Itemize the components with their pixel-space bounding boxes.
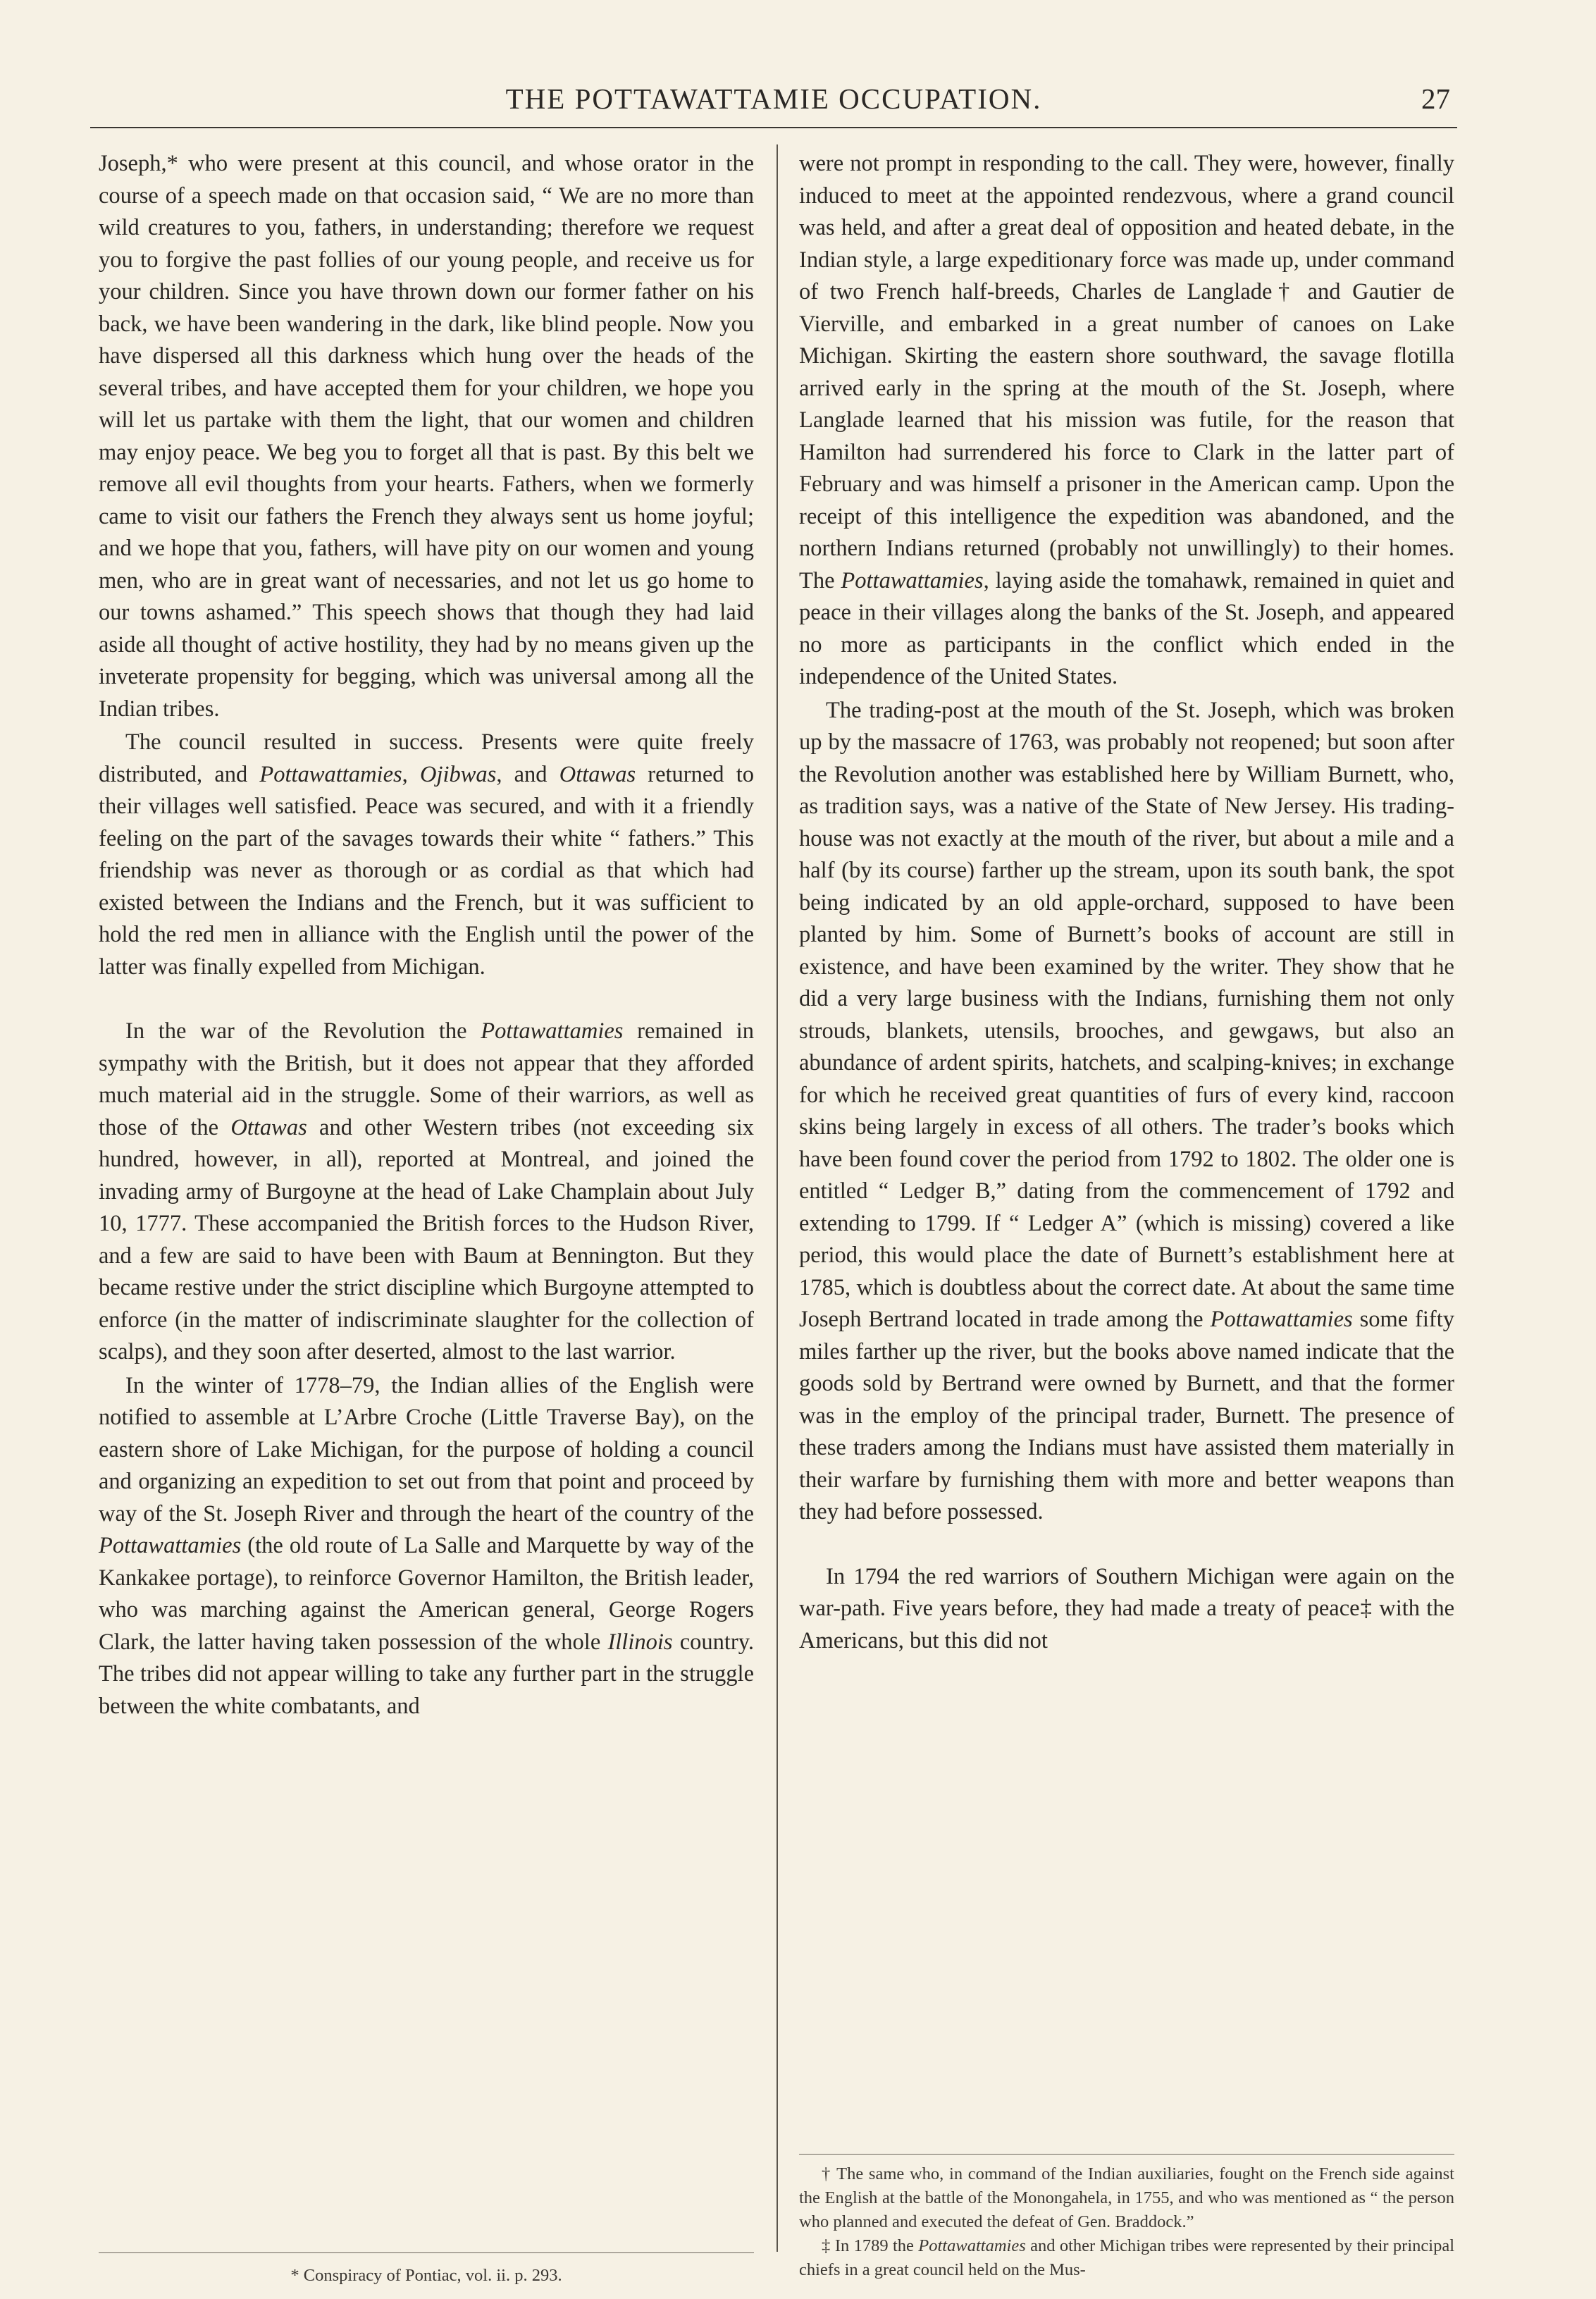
column-divider — [777, 144, 778, 2252]
running-title: THE POTTAWATTAMIE OCCUPATION. — [505, 82, 1042, 115]
paragraph-council-result: The council resulted in success. Presents were quite freely distributed, and Pottawattamies, Ojibwas, and Ottawas returned to their villages well satisfied. Peace was secured, and with it a friendly feeling on the part of the savages towards their white “ fathers.” This friendship was never as thorough or as cordial as that which had existed between the Indians and the French, but it was sufficient to hold the red men in alliance with the English until the power of the latter was finally expelled from Michigan. — [99, 729, 754, 980]
paragraph-winter-1778: In the winter of 1778–79, the Indian allies of the English were notified to assemble at L’Arbre Croche (Little Traverse Bay), on the eastern shore of Lake Michigan, for the purpose of holding a council and organizing an expedition to set out from that point and proceed by way of the St. Joseph River and through the heart of the country of the Pottawattamies (the old route of La Salle and Marquette by way of the Kankakee portage), to reinforce Governor Hamilton, the British leader, who was marching against the American general, George Rogers Clark, the latter having taken possession of the whole Illinois country. The tribes did not appear willing to take any further part in the struggle between the white combatants, and — [99, 1372, 754, 1719]
header-rule — [90, 127, 1457, 128]
left-column — [99, 148, 754, 1722]
footnote-double-dagger: ‡ In 1789 the Pottawattamies and other Michigan tribes were represented by their principal chiefs in a great council held on the Mus- — [799, 2236, 1455, 2279]
footnotes-right — [799, 2162, 1454, 2282]
running-header — [90, 79, 1457, 121]
footnote-star: * Conspiracy of Pontiac, vol. ii. p. 293. — [290, 2266, 562, 2285]
footnote-rule-left — [99, 2252, 754, 2253]
paragraph-trading-post: The trading-post at the mouth of the St. Joseph, which was broken up by the massacre of 1763, was probably not reopened; but soon after the Revolution another was established here by William Burnett, who, as tradition says, was a native of the State of New Jersey. His trading-house was not exactly at the mouth of the river, but about a mile and a half (by its course) farther up the stream, upon its south bank, the spot being indicated by an old apple-orchard, supposed to have been planted by him. Some of Burnett’s books of account are still in existence, and have been examined by the writer. They show that he did a very large business with the Indians, furnishing them not only strouds, blankets, utensils, brooches, and gewgaws, but also an abundance of ardent spirits, hatchets, and scalping-knives; in exchange for which he received great quantities of furs of every kind, raccoon skins being largely in excess of all others. The trader’s books which have been found cover the period from 1792 to 1802. The older one is entitled “ Ledger B,” dating from the commencement of 1792 and extending to 1799. If “ Ledger A” (which is missing) covered a like period, this would place the date of Burnett’s establishment here at 1785, which is doubtless about the correct date. At about the same time Joseph Bertrand located in trade among the Pottawattamies some fifty miles farther up the river, but the books above named indicate that the goods sold by Bertrand were owned by Burnett, and that the former was in the employ of the principal trader, Burnett. The presence of these traders among the Indians must have assisted them materially in their warfare by furnishing them with more and better weapons than they had before possessed. — [799, 697, 1454, 1524]
footnote-dagger: † The same who, in command of the Indian auxiliaries, fought on the French side against the English at the battle of the Monongahela, in 1755, and who was mentioned as “ the person who planned and executed the defeat of Gen. Braddock.” — [799, 2164, 1454, 2231]
right-column — [799, 148, 1454, 1657]
page-number: 27 — [1421, 82, 1450, 115]
paragraph-speech: Joseph,* who were present at this council, and whose orator in the course of a speech made on that occasion said, “ We are no more than wild creatures to you, fathers, in understanding; therefore we request you to forgive the past follies of our young people, and receive us for your children. Since you have thrown down our former father on his back, we have been wandering in the dark, like blind people. Now you have dispersed all this darkness which hung over the heads of the several tribes, and have accepted them for your children, we hope you will let us partake with them the light, that our women and children may enjoy peace. We beg you to forget all that is past. By this belt we remove all evil thoughts from your hearts. Fathers, when we formerly came to visit our fathers the French they always sent us home joyful; and we hope that you, fathers, will have pity on our women and young men, who are in great want of necessaries, and not let us go home to our towns ashamed.” This speech shows that though they had laid aside all thought of active hostility, they had by no means given up the inveterate propensity for begging, which was universal among all the Indian tribes. — [99, 151, 754, 722]
paragraph-expedition: were not prompt in responding to the call. They were, however, finally induced to meet at the appointed rendezvous, where a grand council was held, and after a great deal of opposition and heated debate, in the Indian style, a large expeditionary force was made up, under command of two French half-breeds, Charles de Langlade† and Gautier de Vierville, and embarked in a great number of canoes on Lake Michigan. Skirting the eastern shore southward, the savage flotilla arrived early in the spring at the mouth of the St. Joseph, where Langlade learned that his mission was futile, for the reason that Hamilton had surrendered his force to Clark in the latter part of February and was himself a prisoner in the American camp. Upon the receipt of this intelligence the expedition was abandoned, and the northern Indians returned (probably not unwillingly) to their homes. The Pottawattamies, laying aside the tomahawk, remained in quiet and peace in their villages along the banks of the St. Joseph, and appeared no more as participants in the conflict which ended in the independence of the United States. — [799, 151, 1454, 689]
footnote-rule-right — [799, 2154, 1454, 2155]
paragraph-revolution: In the war of the Revolution the Pottawattamies remained in sympathy with the British, but it does not appear that they afforded much material aid in the struggle. Some of their warriors, as well as those of the Ottawas and other Western tribes (not exceeding six hundred, however, in all), reported at Montreal, and joined the invading army of Burgoyne at the head of Lake Champlain about July 10, 1777. These accompanied the British forces to the Hudson River, and a few are said to have been with Baum at Bennington. But they became restive under the strict discipline which Burgoyne attempted to enforce (in the matter of indiscriminate slaughter for the collection of scalps), and they soon after deserted, almost to the last warrior. — [99, 1018, 755, 1364]
paragraph-1794: In 1794 the red warriors of Southern Michigan were again on the war-path. Five years before, they had made a treaty of peace‡ with the Americans, but this did not — [799, 1563, 1454, 1653]
